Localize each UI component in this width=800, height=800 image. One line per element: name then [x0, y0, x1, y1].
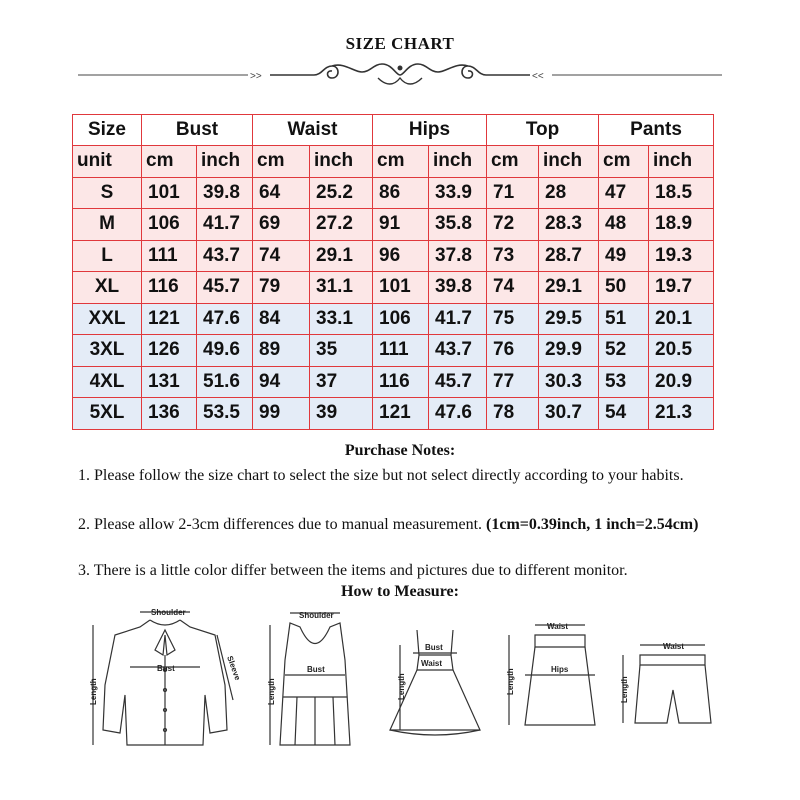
shoulder-label-2: Shoulder: [299, 611, 334, 620]
sleeve-label-1: Sleeve: [225, 654, 243, 682]
how-to-measure-title: How to Measure:: [341, 583, 459, 600]
value-cell: 29.5: [539, 303, 599, 335]
table-row: [73, 398, 714, 430]
value-cell: 75: [487, 303, 539, 335]
value-cell: 53: [599, 366, 649, 398]
value-cell: 33.1: [310, 303, 373, 335]
table-row: [73, 366, 714, 398]
table-row: [73, 272, 714, 304]
value-cell: 47: [599, 177, 649, 209]
value-cell: 53.5: [197, 398, 253, 430]
unit-cell: cm: [142, 146, 197, 178]
header-waist: Waist: [253, 115, 373, 146]
bust-label-1: Bust: [157, 664, 175, 673]
bust-label-2: Bust: [307, 665, 325, 674]
unit-cell: cm: [599, 146, 649, 178]
value-cell: 116: [142, 272, 197, 304]
bust-label-3: Bust: [425, 643, 443, 652]
value-cell: 33.9: [429, 177, 487, 209]
value-cell: 43.7: [429, 335, 487, 367]
value-cell: 78: [487, 398, 539, 430]
unit-cell: inch: [649, 146, 714, 178]
value-cell: 136: [142, 398, 197, 430]
value-cell: 84: [253, 303, 310, 335]
hips-label-4: Hips: [551, 665, 569, 674]
note-2-text: 2. Please allow 2-3cm differences due to manual measurement.: [78, 516, 487, 533]
length-label-1: Length: [89, 678, 98, 705]
unit-cell: cm: [487, 146, 539, 178]
svg-text:>>: >>: [250, 71, 262, 82]
value-cell: 27.2: [310, 209, 373, 241]
value-cell: 74: [487, 272, 539, 304]
value-cell: 47.6: [429, 398, 487, 430]
value-cell: 18.5: [649, 177, 714, 209]
value-cell: 21.3: [649, 398, 714, 430]
header-bust: Bust: [142, 115, 253, 146]
value-cell: 74: [253, 240, 310, 272]
note-2: [78, 514, 738, 535]
table-row: [73, 177, 714, 209]
value-cell: 29.1: [539, 272, 599, 304]
value-cell: 126: [142, 335, 197, 367]
value-cell: 91: [373, 209, 429, 241]
length-label-5: Length: [620, 676, 629, 703]
value-cell: 69: [253, 209, 310, 241]
value-cell: 50: [599, 272, 649, 304]
unit-row: [73, 146, 714, 178]
value-cell: 28: [539, 177, 599, 209]
value-cell: 99: [253, 398, 310, 430]
value-cell: 131: [142, 366, 197, 398]
value-cell: 29.9: [539, 335, 599, 367]
value-cell: 48: [599, 209, 649, 241]
value-cell: 39.8: [429, 272, 487, 304]
value-cell: 106: [373, 303, 429, 335]
value-cell: 43.7: [197, 240, 253, 272]
size-cell: 5XL: [73, 398, 142, 430]
header-top: Top: [487, 115, 599, 146]
value-cell: 116: [373, 366, 429, 398]
value-cell: 86: [373, 177, 429, 209]
value-cell: 77: [487, 366, 539, 398]
value-cell: 47.6: [197, 303, 253, 335]
value-cell: 18.9: [649, 209, 714, 241]
value-cell: 30.7: [539, 398, 599, 430]
header-row: [73, 115, 714, 146]
value-cell: 35.8: [429, 209, 487, 241]
value-cell: 49: [599, 240, 649, 272]
size-cell: 3XL: [73, 335, 142, 367]
measurement-illustrations: [85, 605, 725, 755]
value-cell: 72: [487, 209, 539, 241]
blouse-figure: [93, 612, 233, 745]
tank-top-figure: [270, 613, 350, 745]
value-cell: 94: [253, 366, 310, 398]
value-cell: 51.6: [197, 366, 253, 398]
unit-cell: cm: [253, 146, 310, 178]
shoulder-label-1: Shoulder: [151, 608, 186, 617]
value-cell: 73: [487, 240, 539, 272]
value-cell: 31.1: [310, 272, 373, 304]
value-cell: 25.2: [310, 177, 373, 209]
value-cell: 29.1: [310, 240, 373, 272]
value-cell: 54: [599, 398, 649, 430]
value-cell: 41.7: [429, 303, 487, 335]
value-cell: 37.8: [429, 240, 487, 272]
waist-label-4: Waist: [547, 622, 569, 631]
waist-label-3: Waist: [421, 659, 443, 668]
shorts-figure: [623, 645, 711, 723]
value-cell: 76: [487, 335, 539, 367]
value-cell: 106: [142, 209, 197, 241]
ornamental-divider: [78, 58, 722, 92]
value-cell: 52: [599, 335, 649, 367]
value-cell: 30.3: [539, 366, 599, 398]
unit-cell: inch: [429, 146, 487, 178]
value-cell: 121: [142, 303, 197, 335]
length-label-3: Length: [397, 673, 406, 700]
unit-cell: inch: [539, 146, 599, 178]
page-title: SIZE CHART: [345, 34, 455, 53]
note-2-conversion: (1cm=0.39inch, 1 inch=2.54cm): [486, 516, 699, 533]
value-cell: 20.5: [649, 335, 714, 367]
header-pants: Pants: [599, 115, 714, 146]
purchase-notes-title: Purchase Notes:: [344, 442, 456, 459]
value-cell: 35: [310, 335, 373, 367]
value-cell: 20.9: [649, 366, 714, 398]
table-row: [73, 335, 714, 367]
note-1: 1. Please follow the size chart to select the size but not select directly according to your habits.: [78, 467, 684, 484]
value-cell: 71: [487, 177, 539, 209]
value-cell: 41.7: [197, 209, 253, 241]
size-cell: S: [73, 177, 142, 209]
value-cell: 96: [373, 240, 429, 272]
table-row: [73, 209, 714, 241]
value-cell: 101: [142, 177, 197, 209]
value-cell: 39.8: [197, 177, 253, 209]
table-row: [73, 303, 714, 335]
value-cell: 121: [373, 398, 429, 430]
value-cell: 51: [599, 303, 649, 335]
unit-cell: inch: [310, 146, 373, 178]
skirt-figure: [509, 625, 595, 725]
length-label-2: Length: [267, 678, 276, 705]
size-cell: XL: [73, 272, 142, 304]
header-hips: Hips: [373, 115, 487, 146]
size-cell: L: [73, 240, 142, 272]
value-cell: 19.3: [649, 240, 714, 272]
value-cell: 64: [253, 177, 310, 209]
header-size: Size: [73, 115, 142, 146]
unit-cell: inch: [197, 146, 253, 178]
value-cell: 28.3: [539, 209, 599, 241]
value-cell: 111: [142, 240, 197, 272]
value-cell: 39: [310, 398, 373, 430]
size-chart-table: [72, 114, 714, 430]
value-cell: 37: [310, 366, 373, 398]
value-cell: 49.6: [197, 335, 253, 367]
size-cell: 4XL: [73, 366, 142, 398]
length-label-4: Length: [506, 668, 515, 695]
size-cell: XXL: [73, 303, 142, 335]
value-cell: 89: [253, 335, 310, 367]
svg-text:<<: <<: [532, 71, 544, 82]
value-cell: 79: [253, 272, 310, 304]
value-cell: 111: [373, 335, 429, 367]
table-row: [73, 240, 714, 272]
value-cell: 19.7: [649, 272, 714, 304]
size-cell: M: [73, 209, 142, 241]
waist-label-5: Waist: [663, 642, 685, 651]
unit-cell: cm: [373, 146, 429, 178]
value-cell: 45.7: [429, 366, 487, 398]
unit-label: unit: [73, 146, 142, 178]
value-cell: 101: [373, 272, 429, 304]
value-cell: 28.7: [539, 240, 599, 272]
value-cell: 45.7: [197, 272, 253, 304]
value-cell: 20.1: [649, 303, 714, 335]
note-3: 3. There is a little color differ between the items and pictures due to different monitor.: [78, 562, 628, 579]
